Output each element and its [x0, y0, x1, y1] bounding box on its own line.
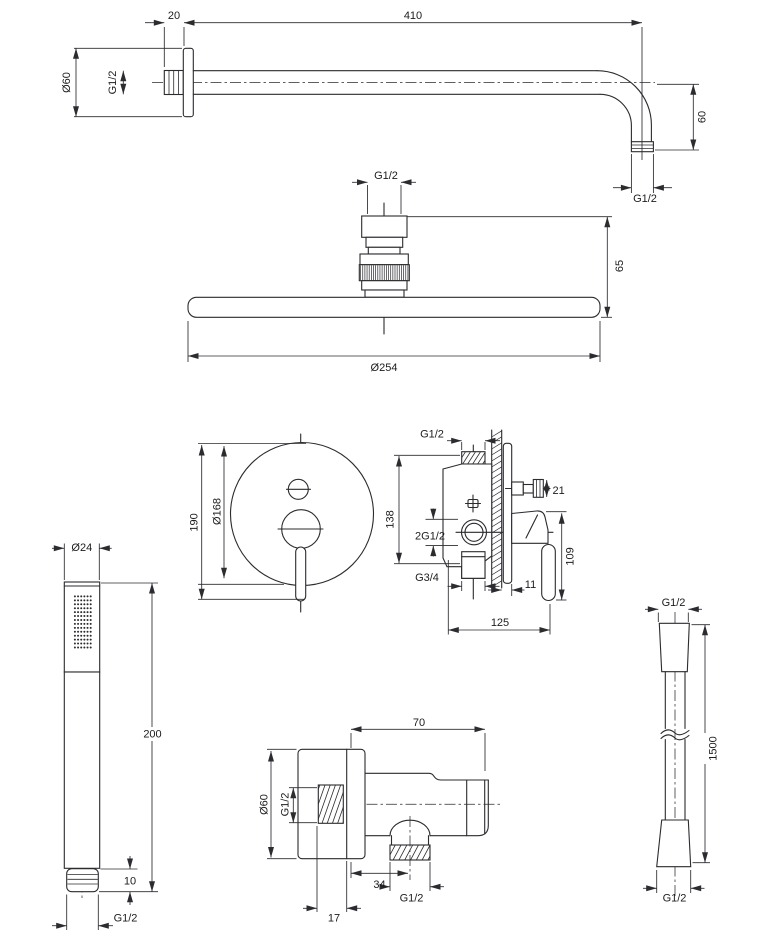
mixer-front-view — [188, 434, 373, 612]
dim-mixer-ports-thread: 2G1/2 — [415, 530, 445, 543]
dim-arm-wall-thread: G1/2 — [106, 70, 119, 95]
dim-hand-thread-length: 10 — [123, 875, 137, 888]
dim-outlet-flange-dia: Ø60 — [258, 794, 271, 815]
dim-mixer-wall-gap: 11 — [524, 579, 537, 591]
dim-mixer-top-thread: G1/2 — [420, 428, 444, 441]
dim-arm-flange-dia: Ø60 — [60, 72, 73, 93]
rain-head-view — [188, 170, 626, 374]
dim-hand-dia: Ø24 — [71, 542, 93, 554]
dim-mixer-depth: 138 — [384, 510, 397, 529]
hand-shower-view — [52, 542, 162, 930]
dim-mixer-spout-length: 21 — [552, 485, 565, 497]
hose-view — [643, 597, 719, 905]
dim-head-hub-height: 65 — [613, 259, 626, 273]
dim-arm-drop: 60 — [696, 110, 709, 124]
dim-mixer-width: 125 — [490, 617, 510, 629]
dim-mixer-handle-length: 109 — [564, 547, 577, 566]
dim-hand-length: 200 — [143, 728, 162, 741]
wall-outlet-view — [258, 717, 500, 925]
dim-hose-bottom-thread: G1/2 — [662, 892, 687, 905]
dim-head-dia: Ø254 — [370, 362, 398, 374]
dim-hose-top-thread: G1/2 — [661, 597, 686, 609]
mixer-side-view — [384, 429, 576, 635]
dim-head-thread: G1/2 — [374, 170, 398, 182]
dim-outlet-inlet-length: 17 — [327, 912, 341, 925]
dim-hose-length: 1500 — [707, 736, 720, 761]
dim-outlet-depth: 70 — [412, 717, 426, 729]
dim-arm-end-thread: G1/2 — [633, 193, 657, 205]
dim-mixer-bottom-thread: G3/4 — [415, 572, 439, 584]
dim-mixer-height: 190 — [188, 513, 201, 532]
dim-arm-length: 410 — [403, 10, 423, 22]
dim-hand-thread: G1/2 — [113, 912, 138, 925]
dim-mixer-plate-dia: Ø168 — [211, 498, 224, 525]
wall-hatching — [492, 431, 502, 587]
dim-outlet-inlet-thread: G1/2 — [279, 792, 292, 817]
dim-outlet-offset: 34 — [373, 879, 386, 891]
dim-outlet-outlet-thread: G1/2 — [399, 892, 424, 905]
dim-arm-flange-depth: 20 — [167, 10, 181, 22]
